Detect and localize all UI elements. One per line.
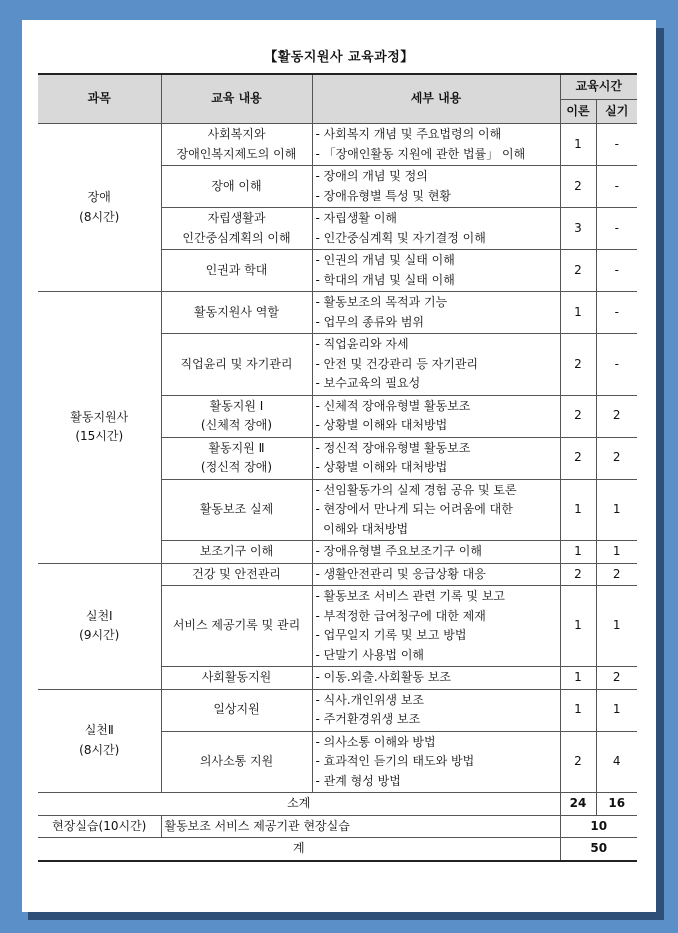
course-line: 활동보조 실제 bbox=[199, 502, 274, 516]
course-cell bbox=[161, 395, 312, 437]
course-line: 장애인복지제도의 이해 bbox=[176, 146, 297, 161]
theory-hours: 2 bbox=[560, 563, 596, 586]
subject-cell bbox=[38, 124, 161, 292]
course-line: 직업윤리 및 자기관리 bbox=[180, 356, 293, 371]
header-detail: 세부 내용 bbox=[312, 74, 560, 124]
course-cell bbox=[161, 208, 312, 250]
theory-hours: 3 bbox=[560, 208, 596, 250]
course-cell bbox=[161, 563, 312, 586]
practice-hours: 1 bbox=[596, 479, 637, 541]
practice-hours: 1 bbox=[596, 586, 637, 667]
subject-cell bbox=[38, 292, 161, 564]
detail-cell bbox=[312, 334, 560, 396]
subtotal-theory: 24 bbox=[560, 793, 596, 816]
detail-line: - 「장애인활동 지원에 관한 법률」 이해 bbox=[315, 146, 526, 161]
header-practice: 실기 bbox=[596, 99, 637, 124]
practice-hours: - bbox=[596, 166, 637, 208]
theory-hours: 1 bbox=[560, 479, 596, 541]
course-cell bbox=[161, 292, 312, 334]
detail-line: - 사회복지 개념 및 주요법령의 이해 bbox=[315, 127, 502, 141]
subtotal-practice: 16 bbox=[596, 793, 637, 816]
detail-cell bbox=[312, 563, 560, 586]
theory-hours: 2 bbox=[560, 395, 596, 437]
theory-hours: 1 bbox=[560, 689, 596, 731]
curriculum-table bbox=[38, 73, 637, 862]
course-line: (신체적 장애) bbox=[200, 418, 273, 432]
detail-line: - 장애의 개념 및 정의 bbox=[315, 169, 428, 183]
detail-line: - 장애유형별 주요보조기구 이해 bbox=[315, 544, 482, 558]
header-subject: 과목 bbox=[38, 74, 161, 124]
subject-name: 활동지원사 bbox=[70, 409, 129, 424]
practice-hours: 2 bbox=[596, 667, 637, 690]
detail-line: - 식사.개인위생 보조 bbox=[315, 692, 425, 707]
course-cell bbox=[161, 437, 312, 479]
detail-line: - 정신적 장애유형별 활동보조 bbox=[315, 440, 471, 455]
detail-line: - 안전 및 건강관리 등 자기관리 bbox=[315, 356, 479, 371]
practice-hours: - bbox=[596, 250, 637, 292]
detail-cell bbox=[312, 689, 560, 731]
table-row bbox=[38, 563, 637, 586]
course-line: 사회복지와 bbox=[207, 127, 266, 141]
total-hours: 50 bbox=[560, 838, 637, 861]
table-body bbox=[38, 124, 637, 793]
course-line: 보조기구 이해 bbox=[199, 544, 274, 558]
total-row bbox=[38, 838, 637, 861]
detail-cell bbox=[312, 208, 560, 250]
subtotal-label: 소계 bbox=[38, 793, 560, 816]
detail-line: - 신체적 장애유형별 활동보조 bbox=[315, 398, 471, 413]
detail-cell bbox=[312, 479, 560, 541]
detail-line: - 선임활동가의 실제 경험 공유 및 토론 bbox=[315, 482, 517, 497]
subject-hours: (9시간) bbox=[79, 628, 120, 642]
course-line: 일상지원 bbox=[213, 702, 260, 717]
course-line: 서비스 제공기록 및 관리 bbox=[172, 618, 301, 633]
subject-hours: (8시간) bbox=[79, 209, 120, 224]
course-cell bbox=[161, 731, 312, 793]
detail-cell bbox=[312, 124, 560, 166]
detail-line: - 단말기 사용법 이해 bbox=[315, 647, 425, 662]
detail-cell bbox=[312, 586, 560, 667]
practice-hours: - bbox=[596, 208, 637, 250]
detail-line: - 인권의 개념 및 실태 이해 bbox=[315, 253, 455, 267]
detail-line: - 효과적인 듣기의 태도와 방법 bbox=[315, 754, 475, 768]
header-hours: 교육시간 bbox=[560, 74, 637, 99]
subject-cell bbox=[38, 689, 161, 793]
subject-name: 실천Ⅱ bbox=[84, 723, 114, 738]
course-line: 활동지원사 역할 bbox=[194, 304, 279, 319]
theory-hours: 1 bbox=[560, 292, 596, 334]
practice-hours: 1 bbox=[596, 541, 637, 564]
detail-line: - 상황별 이해와 대처방법 bbox=[315, 418, 448, 432]
table-row bbox=[38, 292, 637, 334]
practice-hours: - bbox=[596, 292, 637, 334]
course-line: 인간중심계획의 이해 bbox=[182, 230, 291, 245]
detail-cell bbox=[312, 166, 560, 208]
detail-cell bbox=[312, 250, 560, 292]
subject-hours: (15시간) bbox=[75, 429, 124, 444]
course-cell bbox=[161, 124, 312, 166]
detail-line: - 업무의 종류와 범위 bbox=[315, 314, 425, 329]
subject-cell bbox=[38, 563, 161, 689]
course-cell bbox=[161, 586, 312, 667]
field-practice-content: 활동보조 서비스 제공기관 현장실습 bbox=[161, 815, 560, 838]
detail-cell bbox=[312, 395, 560, 437]
detail-line: - 생활안전관리 및 응급상황 대응 bbox=[315, 566, 486, 581]
theory-hours: 1 bbox=[560, 541, 596, 564]
practice-hours: 2 bbox=[596, 437, 637, 479]
course-line: 건강 및 안전관리 bbox=[192, 566, 281, 581]
practice-hours: 4 bbox=[596, 731, 637, 793]
theory-hours: 2 bbox=[560, 250, 596, 292]
field-practice-subject: 현장실습(10시간) bbox=[38, 815, 161, 838]
course-line: 자립생활과 bbox=[207, 211, 266, 225]
theory-hours: 1 bbox=[560, 667, 596, 690]
theory-hours: 1 bbox=[560, 586, 596, 667]
detail-line: - 자립생활 이해 bbox=[315, 211, 398, 225]
practice-hours: - bbox=[596, 334, 637, 396]
detail-line: - 주거환경위생 보조 bbox=[315, 712, 421, 726]
theory-hours: 2 bbox=[560, 731, 596, 793]
table-row bbox=[38, 124, 637, 166]
field-practice-row bbox=[38, 815, 637, 838]
subject-name: 실천Ⅰ bbox=[85, 608, 113, 623]
detail-cell bbox=[312, 292, 560, 334]
total-label: 계 bbox=[38, 838, 560, 861]
course-line: 장애 이해 bbox=[211, 178, 262, 193]
course-cell bbox=[161, 689, 312, 731]
detail-line: - 활동보조의 목적과 기능 bbox=[315, 295, 448, 309]
detail-line: - 관계 형성 방법 bbox=[315, 773, 401, 788]
detail-line: - 직업윤리와 자세 bbox=[315, 337, 409, 351]
practice-hours: - bbox=[596, 124, 637, 166]
course-line: 활동지원 Ⅰ bbox=[209, 398, 264, 413]
detail-line: - 장애유형별 특성 및 현황 bbox=[315, 188, 452, 203]
theory-hours: 2 bbox=[560, 166, 596, 208]
course-line: 사회활동지원 bbox=[201, 670, 272, 684]
detail-line: - 보수교육의 필요성 bbox=[315, 376, 421, 390]
theory-hours: 2 bbox=[560, 334, 596, 396]
detail-line: - 부적정한 급여청구에 대한 제재 bbox=[315, 608, 486, 623]
detail-line: - 업무일지 기록 및 보고 방법 bbox=[315, 628, 467, 642]
course-line: (정신적 장애) bbox=[200, 460, 273, 474]
course-cell bbox=[161, 541, 312, 564]
table-row bbox=[38, 689, 637, 731]
header-theory: 이론 bbox=[560, 99, 596, 124]
subtotal-row bbox=[38, 793, 637, 816]
theory-hours: 2 bbox=[560, 437, 596, 479]
course-line: 의사소통 지원 bbox=[199, 754, 274, 768]
practice-hours: 2 bbox=[596, 395, 637, 437]
header-content: 교육 내용 bbox=[161, 74, 312, 124]
course-cell bbox=[161, 250, 312, 292]
subject-name: 장애 bbox=[87, 190, 111, 204]
course-line: 활동지원 Ⅱ bbox=[208, 440, 265, 455]
detail-line: - 활동보조 서비스 관련 기록 및 보고 bbox=[315, 589, 506, 603]
course-cell bbox=[161, 479, 312, 541]
theory-hours: 1 bbox=[560, 124, 596, 166]
detail-line: 이해와 대처방법 bbox=[315, 521, 409, 536]
detail-line: - 현장에서 만나게 되는 어려움에 대한 bbox=[315, 502, 513, 516]
field-practice-hours: 10 bbox=[560, 815, 637, 838]
practice-hours: 2 bbox=[596, 563, 637, 586]
practice-hours: 1 bbox=[596, 689, 637, 731]
subject-hours: (8시간) bbox=[79, 742, 120, 757]
course-cell bbox=[161, 667, 312, 690]
course-line: 인권과 학대 bbox=[205, 262, 268, 277]
detail-cell bbox=[312, 437, 560, 479]
document-title: 【활동지원사 교육과정】 bbox=[264, 50, 414, 65]
detail-line: - 인간중심계획 및 자기결정 이해 bbox=[315, 230, 486, 245]
detail-cell bbox=[312, 667, 560, 690]
detail-line: - 상황별 이해와 대처방법 bbox=[315, 460, 448, 474]
detail-line: - 의사소통 이해와 방법 bbox=[315, 734, 436, 749]
detail-line: - 학대의 개념 및 실태 이해 bbox=[315, 272, 455, 287]
detail-line: - 이동.외출.사회활동 보조 bbox=[315, 670, 452, 684]
course-cell bbox=[161, 334, 312, 396]
detail-cell bbox=[312, 731, 560, 793]
course-cell bbox=[161, 166, 312, 208]
document-page bbox=[22, 20, 656, 912]
detail-cell bbox=[312, 541, 560, 564]
